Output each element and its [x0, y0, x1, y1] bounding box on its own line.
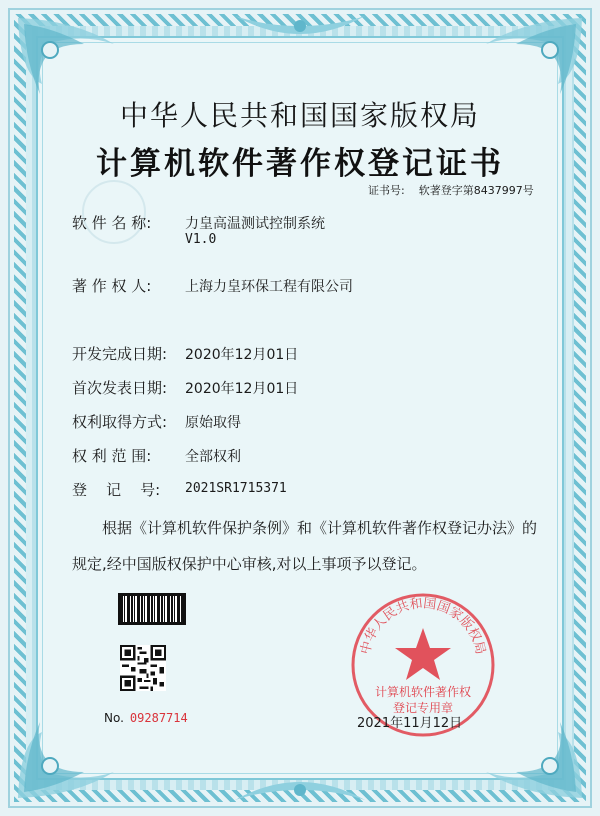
software-name-value: 力皇高温测试控制系统 — [185, 216, 325, 232]
acquisition-method-label: 权利取得方式: — [72, 413, 168, 431]
registration-no-value: 2021SR1715371 — [185, 481, 287, 496]
corner-ornament-icon — [14, 692, 124, 802]
statement-line-1 — [72, 510, 542, 546]
serial-number-value: 09287714 — [129, 711, 188, 725]
statement-line-2: 规定,经中国版权保护中心审核,对以上事项予以登记。 — [72, 555, 427, 573]
software-name-label: 软 件 名 称: — [72, 214, 152, 232]
seal-line-2: 登记专用章 — [392, 701, 454, 715]
serial-number — [104, 711, 188, 725]
dev-complete-date-value: 2020年12月01日 — [185, 347, 299, 363]
copyright-owner-value: 上海力皇环保工程有限公司 — [185, 279, 353, 295]
certificate-number-value: 软著登字第8437997号 — [418, 184, 534, 197]
bottom-ornament-icon — [235, 764, 365, 804]
qr-code-icon — [120, 645, 166, 691]
seal-line-1: 计算机软件著作权 — [374, 685, 472, 699]
seal-arc-text: 中华人民共和国国家版权局 — [358, 596, 488, 656]
serial-number-label: No. — [104, 711, 124, 725]
first-publish-date-value: 2020年12月01日 — [185, 381, 299, 397]
issuing-authority: 中华人民共和国国家版权局 — [119, 99, 480, 132]
certificate-title: 计算机软件著作权登记证书 — [96, 146, 504, 182]
top-ornament-icon — [235, 12, 365, 52]
statement-line-1-text: 根据《计算机软件保护条例》和《计算机软件著作权登记办法》的 — [102, 519, 538, 537]
certificate-number-label: 证书号: — [368, 184, 405, 197]
acquisition-method-value: 原始取得 — [185, 415, 241, 431]
rights-scope-value: 全部权利 — [185, 449, 241, 465]
certificate-number — [368, 182, 534, 198]
dev-complete-date-label: 开发完成日期: — [72, 345, 168, 363]
barcode-icon — [118, 593, 186, 625]
copyright-owner-label: 著 作 权 人: — [72, 277, 152, 295]
first-publish-date-label: 首次发表日期: — [72, 379, 168, 397]
registration-no-label: 登 记 号: — [72, 481, 161, 499]
rights-scope-label: 权 利 范 围: — [72, 447, 152, 465]
issue-date: 2021年11月12日 — [357, 716, 463, 731]
software-version-value: V1.0 — [185, 232, 217, 247]
registration-statement — [72, 510, 542, 582]
